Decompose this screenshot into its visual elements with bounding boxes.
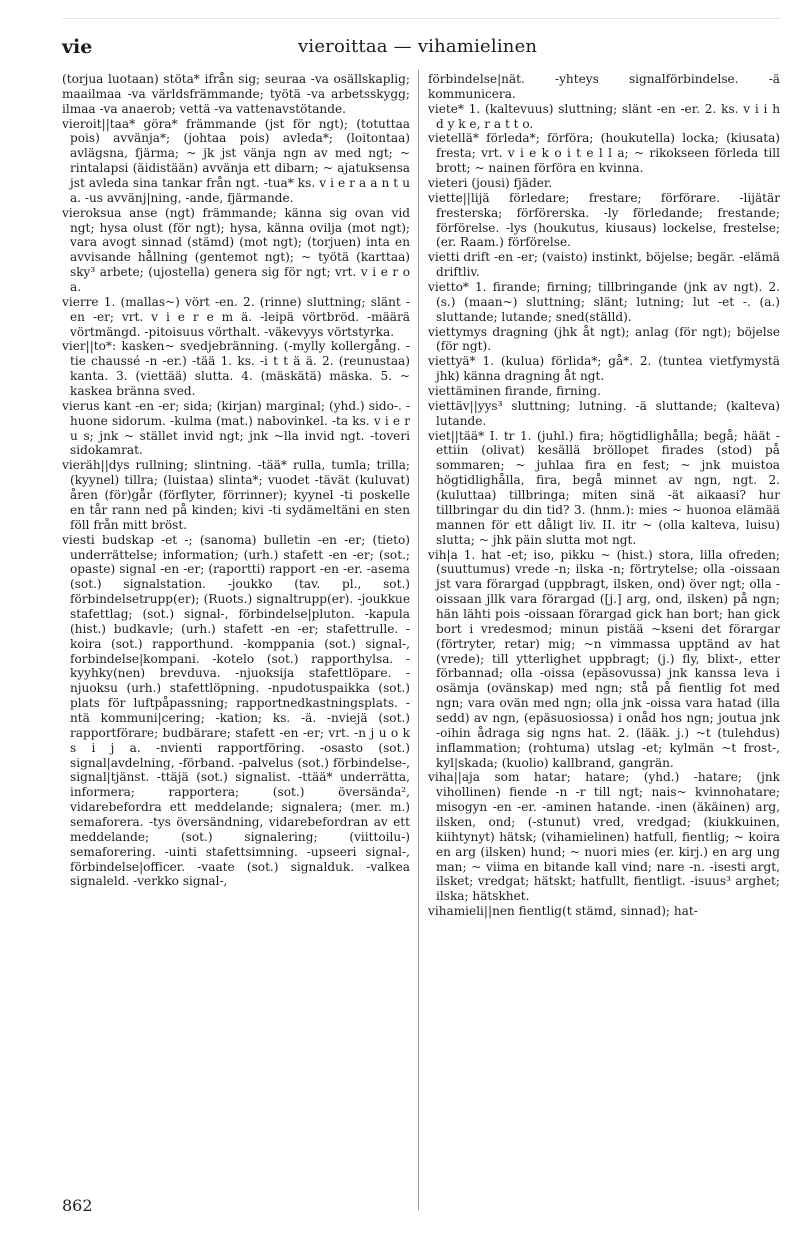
column-divider [418, 70, 419, 1210]
dictionary-entry: viettäminen firande, firning. [428, 384, 602, 399]
dictionary-entry: vietto* 1. firande; firning; tillbringande (jnk av ngt). 2. (s.) (maan~) sluttning; slänt; lutning; lut -et -. (a.) sluttande; lutande; sned(ställd). [428, 280, 780, 324]
dictionary-entry: vietellä* förleda*; förföra; (houkutella) locka; (kiusata) fresta; vrt. v i e k o i t e l l a; ~ rikokseen förleda till brott; ~ nainen förföra en kvinna. [428, 131, 780, 176]
dictionary-entry: vih|a 1. hat -et; iso, pikku ~ (hist.) stora, lilla ofreden; (suuttumus) vrede -n; ilska -n; förtrytelse; olla -oissaan jst vara förargad (uppbragt, ilsken, ond) över ngt; olla -oissaan jllk vara förargad ([j.] arg, ond, ilsken) på ngn; hän lähti pois -oissaan förargad gick han bort; han gick bort i vredesmod; minun pistää ~kseni det förargar (förtryter, retar) mig; ~n vimmassa upptänd av hat (vrede); till ytterlighet uppbragt; (j.) fly, blixt-, etter förbannad; olla -oissa (epäsovussa) jnk kanssa leva i osämja (ovänskap) med ngn; stå på fientlig fot med ngn; vara ovän med ngn; olla jnk -oissa vara hatad (illa sedd) av ngn, (epäsuosiossa) i onåd hos ngn; joutua jnk -oihin ådraga sig ngns hat. 2. (lääk. j.) ~t (tulehdus) inflammation; (rohtuma) utslag -et; kylmän ~t frost-, kyl|skada; (kuolio) kallbrand, gangrän. [428, 547, 780, 770]
page-header [0, 30, 792, 62]
left-column [62, 72, 410, 1202]
dictionary-entry: viha||aja som hatar; hatare; (yhd.) -hatare; (jnk vihollinen) fiende -n -r till ngt; nais~ kvinnohatare; misogyn -en -er. -aminen hatande. -inen (äkäinen) arg, ilsken, ond; (-stunut) vred, vredgad; (kiukkuinen, kiihtynyt) hätsk; (vihamielinen) hatfull, fientlig; ~ koira en arg (ilsken) hund; ~ nuori mies (er. kirj.) en arg ung man; ~ viima en bitande kall vind; nare -n. -isesti argt, ilsket; vredgat; hätskt; hatfullt, fientligt. -isuus³ arghet; ilska; hätskhet. [428, 770, 780, 904]
guide-word: vie [62, 36, 93, 58]
right-column [428, 72, 780, 1202]
dictionary-entry: vierus kant -en -er; sida; (kirjan) marginal; (yhd.) sido-. -huone sidorum. -kulma (mat.) nabovinkel. -ta ks. v i e r u s; jnk ~ stället invid ngt; jnk ~lla invid ngt. -toveri sidokamrat. [62, 398, 410, 458]
dictionary-entry: viettyä* 1. (kulua) förlida*; gå*. 2. (tuntea vietfymystä jhk) känna dragning åt ngt. [428, 354, 780, 384]
dictionary-entry: vier||to*: kasken~ svedjebränning. (-mylly kollergång. -tie chaussé -n -er.) -tää 1. ks. -i t t ä ä. 2. (reunustaa) kanta. 3. (viettää) slutta. 4. (mäskätä) mäska. 5. ~ kaskea bränna sved. [62, 339, 410, 399]
dictionary-entry: vierre 1. (mallas~) vört -en. 2. (rinne) sluttning; slänt -en -er; vrt. v i e r e m ä. -leipä vörtbröd. -määrä vörtmängd. -pitoisuus vörthalt. -väkevyys vörtstyrka. [62, 294, 410, 339]
dictionary-entry: vieräh||dys rullning; slintning. -tää* rulla, tumla; trilla; (kyynel) tillra; (luistaa) slinta*; vuodet -tävät (kuluvat) åren (för)går (förflyter, förrinner); kyynel -ti poskelle en tår rann ned på kinden; kivi -ti sydämeltäni en sten föll från mitt bröst. [62, 458, 410, 532]
dictionary-entry: förbindelse|nät. -yhteys signalförbindelse. -ä kommunicera. [428, 72, 780, 101]
dictionary-entry: viesti budskap -et -; (sanoma) bulletin -en -er; (tieto) underrättelse; information; (urh.) stafett -en -er; (sot.; opaste) signal -en -er; (raportti) rapport -en -er. -asema (sot.) signalstation. -joukko (tav. pl., sot.) förbindelsetrupp(er); (Ruots.) signaltrupp(er). -joukkue stafettlag; (sot.) signal-, förbindelse|pluton. -kapula (hist.) budkavle; (urh.) stafett -en -er; stafettrulle. -koira (sot.) rapporthund. -komppania (sot.) signal-, forbindelse|kompani. -kotelo (sot.) rapporthylsa. -kyyhky(nen) brevduva. -njuoksija stafettlöpare. -njuoksu (urh.) stafettlöpning. -npudotuspaikka (sot.) plats för luftpåpassning; rapportnedkastningsplats. -ntä kommuni|cering; -kation; ks. -ä. -nviejä (sot.) rapportförare; budbärare; stafett -en -er; vrt. -n j u o k s i j a. -nvienti rapportföring. -osasto (sot.) signal|avdelning, -förband. -palvelus (sot.) förbindelse-, signal|tjänst. -ttäjä (sot.) signalist. -ttää* underrätta, informera; rapportera; (sot.) översända², vidarebefordra ett meddelande; signalera; (mer. m.) semaforera. -tys översändning, vidarebefordran av ett meddelande; (sot.) signalering; (viittoilu-) semaforering. -uinti stafettsimning. -upseeri signal-, förbindelse|officer. -vaate (sot.) signalduk. -valkea signaleld. -verkko signal-, [62, 532, 410, 889]
dictionary-entry: viette||lijä förledare; frestare; förförare. -lijätär fresterska; förförerska. -ly förledande; frestande; förförelse. -lys (houkutus, kiusaus) lockelse, frestelse; (er. Raam.) förförelse. [428, 190, 780, 250]
dictionary-entry: (torjua luotaan) stöta* ifrån sig; seuraa -va osällskaplig; maailmaa -va världsfrämmande; työtä -va arbetsskygg; ilmaa -va anaerob; vettä -va vattenavstötande. [62, 72, 410, 116]
dictionary-entry: vietti drift -en -er; (vaisto) instinkt, böjelse; begär. -elämä driftliv. [428, 250, 780, 280]
scan-edge [62, 18, 780, 19]
page-title: vieroittaa — vihamielinen [298, 36, 538, 57]
dictionary-entry: viete* 1. (kaltevuus) sluttning; slänt -en -er. 2. ks. v i i h d y k e, r a t t o. [428, 101, 780, 131]
dictionary-entry: vieroit||taa* göra* främmande (jst för ngt); (totuttaa pois) avvänja*; (johtaa pois) avleda*; (loitontaa) avlägsna, fjärma; ~ jk jst vänja ngn av med ngt; ~ rintalapsi (äidistään) avvänja ett dibarn; ~ ajatuksensa jst avleda sina tankar från ngt. -tua* ks. v i e r a a n t u a. -us avvänj|ning, -ande, fjärmande. [62, 116, 410, 205]
dictionary-entry: vieteri (jousi) fjäder. [428, 176, 553, 191]
dictionary-entry: viettäv||yys³ sluttning; lutning. -ä sluttande; (kalteva) lutande. [428, 398, 780, 428]
dictionary-entry: vihamieli||nen fientlig(t stämd, sinnad); hat- [428, 904, 698, 919]
dictionary-entry: viet||tää* I. tr 1. (juhl.) fira; högtidlighålla; begå; häät -ettiin (olivat) kesällä bröllopet firades (stod) på sommaren; ~ juhlaa fira en fest; ~ jnk muistoa högtidlighålla, fira, begå minnet av ngn, ngt. 2. (kuluttaa) tillbringa; miten sinä -ät aikaasi? hur tillbringar du din tid? 3. (hnm.): mies ~ huonoa elämää mannen för ett dåligt liv. II. itr ~ (olla kalteva, luisu) slutta; ~ jhk päin slutta mot ngt. [428, 428, 780, 547]
dictionary-entry: vieroksua anse (ngt) främmande; känna sig ovan vid ngt; hysa olust (för ngt); hysa, känna ovilja (mot ngt); vara avogt sinnad (stämd) (mot ngt); (torjuen) inta en avvisande hållning (gentemot ngt); ~ työtä (karttaa) sky³ arbete; (ujostella) genera sig för ngt; vrt. v i e r o a. [62, 205, 410, 295]
page-number: 862 [62, 1196, 93, 1215]
dictionary-entry: viettymys dragning (jhk åt ngt); anlag (för ngt); böjelse (för ngt). [428, 324, 780, 354]
